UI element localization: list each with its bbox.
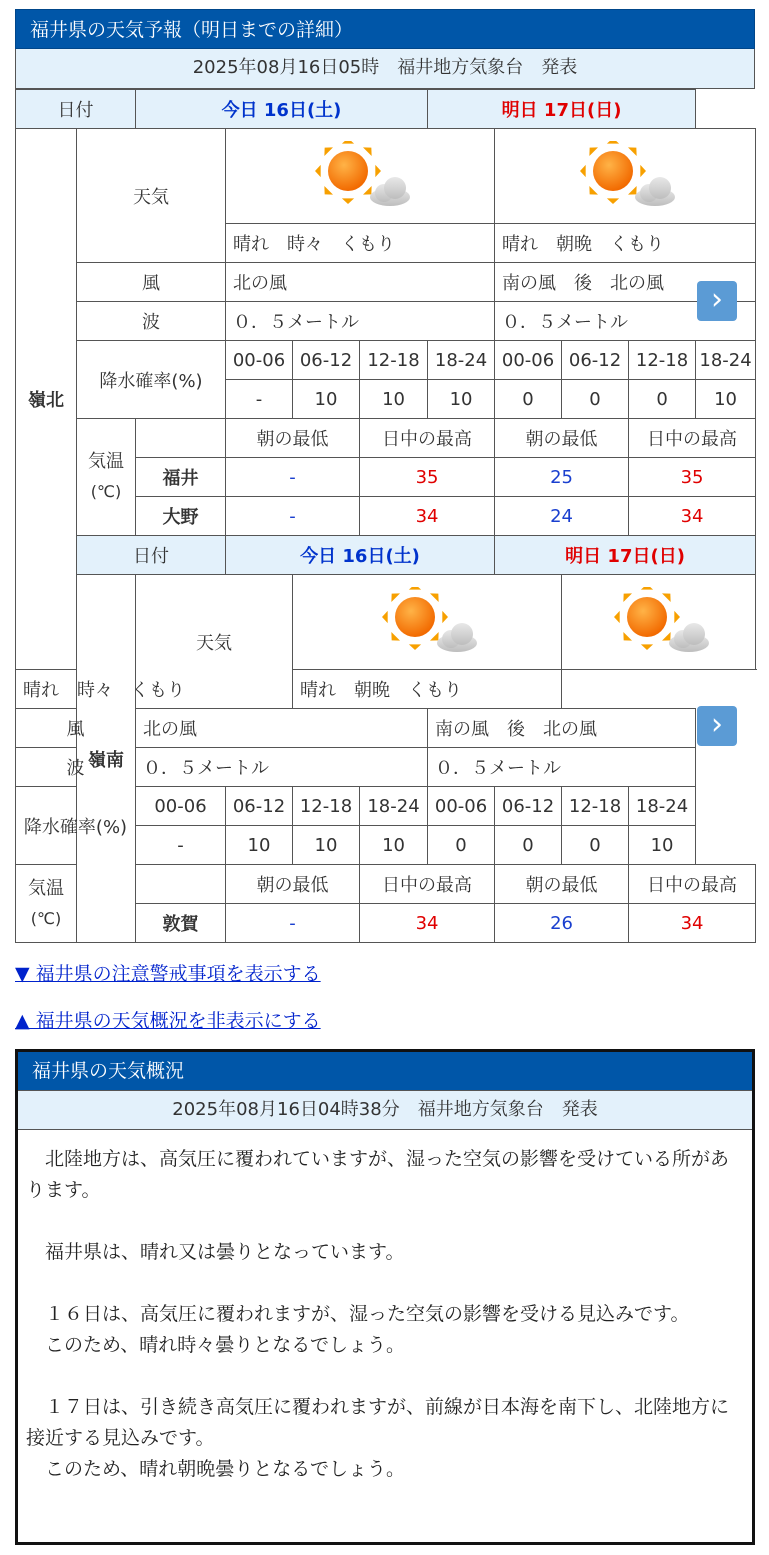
pop-value-today: 10 [360, 826, 428, 865]
temp-label [77, 419, 136, 536]
tomorrow-min-temp: 26 [495, 904, 629, 943]
today-max-temp: 34 [360, 497, 495, 536]
wind-label: 風 [16, 709, 136, 748]
pop-period: 06-12 [562, 341, 629, 380]
temp-unit: (℃) [90, 482, 122, 501]
today-min-temp: - [226, 904, 360, 943]
forecast-table [15, 89, 756, 943]
tomorrow-max-temp: 34 [629, 904, 756, 943]
sunny-then-cloudy-icon [609, 587, 709, 657]
today-weather-icon-cell [226, 129, 495, 224]
sunny-then-cloudy-icon [575, 141, 675, 211]
temp-unit: (℃) [30, 908, 62, 928]
today-min-temp: - [226, 458, 360, 497]
region-name: 嶺北 [16, 129, 77, 670]
show-warnings-link[interactable]: ▼ 福井県の注意警戒事項を表示する [15, 963, 321, 985]
pop-period: 18-24 [696, 341, 756, 380]
sunny-then-cloudy-icon [377, 587, 477, 657]
today-weather-text: 晴れ 時々 くもり [16, 670, 293, 709]
temp-city-header-blank [136, 865, 226, 904]
overview-paragraph: １６日は、高気圧に覆われますが、湿った空気の影響を受ける見込みです。 このため、晴れ時々曇りとなるでしょう。 [45, 1303, 690, 1356]
temp-label [16, 865, 77, 943]
city-name: 敦賀 [136, 904, 226, 943]
tomorrow-max-temp: 35 [629, 458, 756, 497]
pop-period: 00-06 [226, 341, 293, 380]
pop-period: 12-18 [360, 341, 428, 380]
tomorrow-header: 明日 17日(日) [428, 90, 696, 129]
tomorrow-max-temp: 34 [629, 497, 756, 536]
tomorrow-min-header: 朝の最低 [495, 419, 629, 458]
overview-toggle-row [15, 1006, 321, 1033]
weather-label: 天気 [77, 129, 226, 263]
pop-value-tomorrow: 0 [495, 380, 562, 419]
today-min-header: 朝の最低 [226, 865, 360, 904]
pop-label: 降水確率(%) [16, 787, 136, 865]
temp-label-line: 気温 [88, 451, 124, 472]
today-max-header: 日中の最高 [360, 419, 495, 458]
tomorrow-min-header: 朝の最低 [495, 865, 629, 904]
tomorrow-header: 明日 17日(日) [495, 536, 756, 575]
next-day-button[interactable] [697, 706, 737, 746]
overview-body [18, 1130, 752, 1485]
forecast-panel [15, 9, 755, 943]
pop-value-today: 10 [293, 380, 360, 419]
pop-period: 12-18 [562, 787, 629, 826]
overview-paragraph: 福井県は、晴れ又は曇りとなっています。 [26, 1241, 405, 1263]
pop-value-today: - [226, 380, 293, 419]
pop-value-tomorrow: 0 [428, 826, 495, 865]
chevron-right-icon: › [711, 282, 723, 317]
tomorrow-weather-icon-cell [495, 129, 756, 224]
today-wind: 北の風 [136, 709, 428, 748]
hide-overview-link[interactable]: ▲ 福井県の天気概況を非表示にする [15, 1010, 321, 1032]
tomorrow-wind: 南の風 後 北の風 [428, 709, 696, 748]
today-header: 今日 16日(土) [226, 536, 495, 575]
weather-overview-panel [15, 1049, 755, 1545]
city-name: 福井 [136, 458, 226, 497]
pop-period: 06-12 [293, 341, 360, 380]
pop-value-tomorrow: 10 [696, 380, 756, 419]
overview-paragraph: 北陸地方は、高気圧に覆われていますが、湿った空気の影響を受けている所があります。 [26, 1148, 730, 1201]
wave-label: 波 [77, 302, 226, 341]
overview-issued: 2025年08月16日04時38分 福井地方気象台 発表 [18, 1090, 752, 1130]
tomorrow-max-header: 日中の最高 [629, 419, 756, 458]
today-wave: ０．５メートル [136, 748, 428, 787]
temp-city-header-blank [136, 419, 226, 458]
forecast-title: 福井県の天気予報（明日までの詳細） [15, 9, 755, 49]
tomorrow-min-temp: 24 [495, 497, 629, 536]
pop-period: 00-06 [495, 341, 562, 380]
pop-period: 00-06 [136, 787, 226, 826]
pop-period: 00-06 [428, 787, 495, 826]
sunny-then-cloudy-icon [310, 141, 410, 211]
region-name: 嶺南 [77, 575, 136, 943]
pop-value-today: 10 [226, 826, 293, 865]
pop-period: 06-12 [226, 787, 293, 826]
pop-period: 18-24 [629, 787, 696, 826]
pop-value-today: 10 [293, 826, 360, 865]
today-max-temp: 35 [360, 458, 495, 497]
pop-value-today: 10 [428, 380, 495, 419]
tomorrow-weather-text: 晴れ 朝晩 くもり [495, 224, 756, 263]
tomorrow-weather-icon-cell [562, 575, 756, 670]
pop-period: 12-18 [293, 787, 360, 826]
forecast-issued: 2025年08月16日05時 福井地方気象台 発表 [15, 49, 755, 89]
tomorrow-max-header: 日中の最高 [629, 865, 756, 904]
today-max-temp: 34 [360, 904, 495, 943]
date-header: 日付 [16, 90, 136, 129]
next-day-button[interactable] [697, 281, 737, 321]
tomorrow-weather-text: 晴れ 朝晩 くもり [293, 670, 562, 709]
pop-period: 18-24 [428, 341, 495, 380]
pop-value-tomorrow: 0 [629, 380, 696, 419]
pop-value-today: - [136, 826, 226, 865]
today-weather-icon-cell [293, 575, 562, 670]
pop-value-tomorrow: 0 [562, 826, 629, 865]
pop-label: 降水確率(%) [77, 341, 226, 419]
tomorrow-wave: ０．５メートル [495, 302, 756, 341]
tomorrow-wind: 南の風 後 北の風 [495, 263, 756, 302]
overview-paragraph: １７日は、引き続き高気圧に覆われますが、前線が日本海を南下し、北陸地方に接近する見込みです。 このため、晴れ朝晩曇りとなるでしょう。 [26, 1396, 730, 1480]
today-weather-text: 晴れ 時々 くもり [226, 224, 495, 263]
overview-title: 福井県の天気概況 [18, 1052, 752, 1090]
wave-label: 波 [16, 748, 136, 787]
pop-value-tomorrow: 10 [629, 826, 696, 865]
date-header: 日付 [77, 536, 226, 575]
pop-value-tomorrow: 0 [562, 380, 629, 419]
today-min-temp: - [226, 497, 360, 536]
today-min-header: 朝の最低 [226, 419, 360, 458]
chevron-right-icon: › [711, 707, 723, 742]
weather-label: 天気 [136, 575, 293, 709]
today-wind: 北の風 [226, 263, 495, 302]
pop-value-today: 10 [360, 380, 428, 419]
tomorrow-min-temp: 25 [495, 458, 629, 497]
warnings-link-row [15, 959, 321, 986]
city-name: 大野 [136, 497, 226, 536]
today-max-header: 日中の最高 [360, 865, 495, 904]
temp-label-line: 気温 [28, 877, 64, 899]
wind-label: 風 [77, 263, 226, 302]
tomorrow-wave: ０．５メートル [428, 748, 696, 787]
today-header: 今日 16日(土) [136, 90, 428, 129]
today-wave: ０．５メートル [226, 302, 495, 341]
pop-period: 12-18 [629, 341, 696, 380]
pop-value-tomorrow: 0 [495, 826, 562, 865]
pop-period: 18-24 [360, 787, 428, 826]
pop-period: 06-12 [495, 787, 562, 826]
